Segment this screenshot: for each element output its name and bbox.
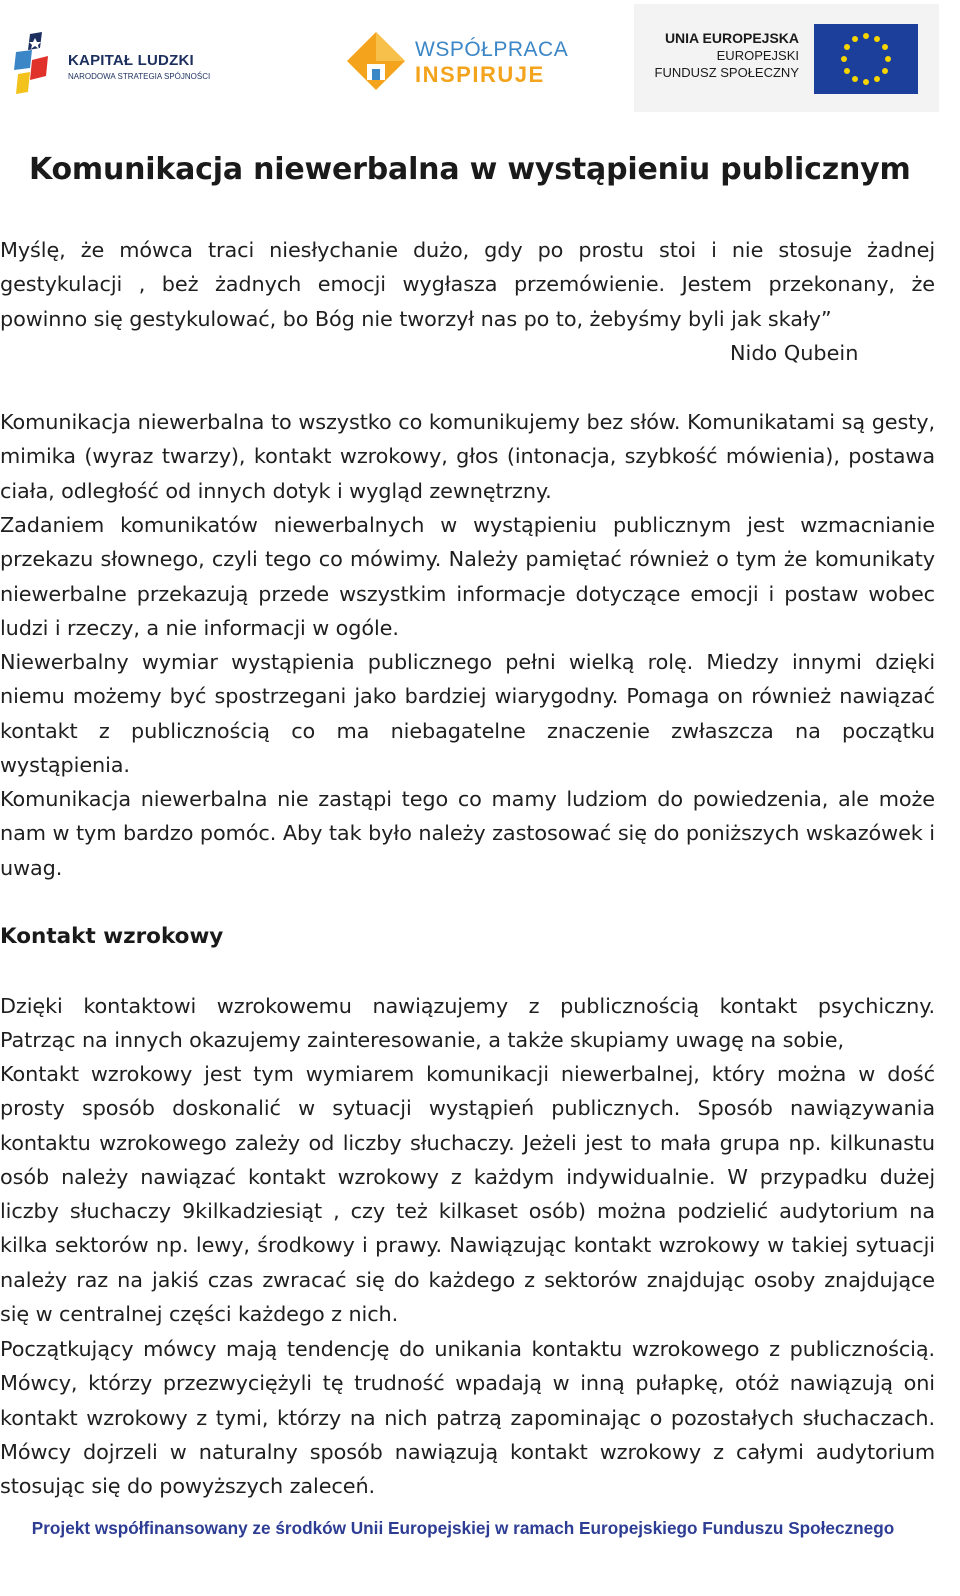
quote-author: Nido Qubein bbox=[730, 341, 859, 365]
house-icon bbox=[345, 30, 407, 92]
inspiruje-text: INSPIRUJE bbox=[415, 62, 545, 87]
eu-line-1: UNIA EUROPEJSKA bbox=[664, 30, 799, 46]
eu-logo bbox=[634, 4, 939, 112]
kapital-ludzki-emblem-icon bbox=[12, 30, 58, 96]
wspolpraca-text: WSPÓŁPRACA bbox=[415, 38, 569, 61]
body-paragraph-3: Niewerbalny wymiar wystąpienia publicznego pełni wielką rolę. Miedzy innymi dzięki niemu możemy być spostrzegani jako bardziej wiarygodny. Pomaga on również nawiązać kontakt z publicznością co ma niebagatelne znaczenie zwłaszcza na początku wystąpienia. bbox=[0, 650, 935, 777]
eu-logo-text bbox=[655, 30, 799, 81]
wspolpraca-inspiruje-logo bbox=[345, 30, 569, 96]
eu-line-3: FUNDUSZ SPOŁECZNY bbox=[654, 65, 799, 80]
body-paragraph-2: Zadaniem komunikatów niewerbalnych w wystąpieniu publicznym jest wzmacnianie przekazu słownego, czyli tego co mówimy. Należy pamiętać również o tym że komunikaty niewerbalne przekazują przede wszystkim informacje dotyczące emocji i postaw wobec ludzi i rzeczy, a nie informacji w ogóle. bbox=[0, 513, 935, 640]
section-heading: Kontakt wzrokowy bbox=[0, 924, 224, 949]
section-paragraph-2: Początkujący mówcy mają tendencję do unikania kontaktu wzrokowego z publicznością. Mówcy, którzy przezwyciężyli tę trudność wpadają w inną pułapkę, otóż nawiązują oni kontakt wzrokowy z tymi, którzy na nich patrzą zapominając o pozostałych słuchaczach. Mówcy dojrzeli w naturalny sposób nawiązują kontakt wzrokowy z całymi audytorium stosując się do powyższych zaleceń. bbox=[0, 1337, 935, 1499]
document-title: Komunikacja niewerbalna w wystąpieniu publicznym bbox=[29, 152, 911, 187]
kapital-ludzki-title: KAPITAŁ LUDZKI bbox=[68, 52, 194, 69]
kapital-ludzki-subtitle: NARODOWA STRATEGIA SPÓJNOŚCI bbox=[68, 72, 211, 81]
eu-flag-icon bbox=[814, 24, 918, 94]
quote-paragraph: Myślę, że mówca traci niesłychanie dużo, gdy po prostu stoi i nie stosuje żadnej gestykulacji , beż żadnych emocji wygłasza przemówienie. Jestem przekonany, że powinno się gestykulować, bo Bóg nie tworzył nas po to, żebyśmy byli jak skały” bbox=[0, 238, 935, 331]
header-logos bbox=[0, 0, 960, 120]
body-paragraph-1: Komunikacja niewerbalna to wszystko co komunikujemy bez słów. Komunikatami są gesty, mimika (wyraz twarzy), kontakt wzrokowy, głos (intonacja, szybkość mówienia), postawa ciała, odległość od innych dotyk i wygląd zewnętrzny. bbox=[0, 410, 935, 503]
section-line-1: Dzięki kontaktowi wzrokowemu nawiązujemy z publicznością kontakt psychiczny. bbox=[0, 994, 935, 1018]
kapital-ludzki-logo bbox=[12, 30, 222, 96]
eu-line-2: EUROPEJSKI bbox=[716, 48, 799, 63]
body-paragraph-4: Komunikacja niewerbalna nie zastąpi tego co mamy ludziom do powiedzenia, ale może nam w tym bardzo pomóc. Aby tak było należy zastosować się do poniższych wskazówek i uwag. bbox=[0, 787, 935, 880]
footer-note: Projekt współfinansowany ze środków Unii Europejskiej w ramach Europejskiego Funduszu Społecznego bbox=[31, 1518, 895, 1538]
section-paragraph-1: Kontakt wzrokowy jest tym wymiarem komunikacji niewerbalnej, który można w dość prosty sposób doskonalić w sytuacji wystąpień publicznych. Sposób nawiązywania kontaktu wzrokowego zależy od liczby słuchaczy. Jeżeli jest to mała grupa np. kilkunastu osób należy nawiązać kontakt wzrokowy z każdym indywidualnie. W przypadku dużej liczby słuchaczy 9kilkadziesiąt , czy też kilkaset osób) można podzielić audytorium na kilka sektorów np. lewy, środkowy i prawy. Nawiązując kontakt wzrokowy w takiej sytuacji należy raz na jakiś czas zwracać się do każdego z sektorów znajdując osoby znajdujące się w centralnej części każdego z nich. bbox=[0, 1062, 935, 1327]
section-line-2: Patrząc na innych okazujemy zainteresowanie, a także skupiamy uwagę na sobie, bbox=[0, 1028, 844, 1052]
